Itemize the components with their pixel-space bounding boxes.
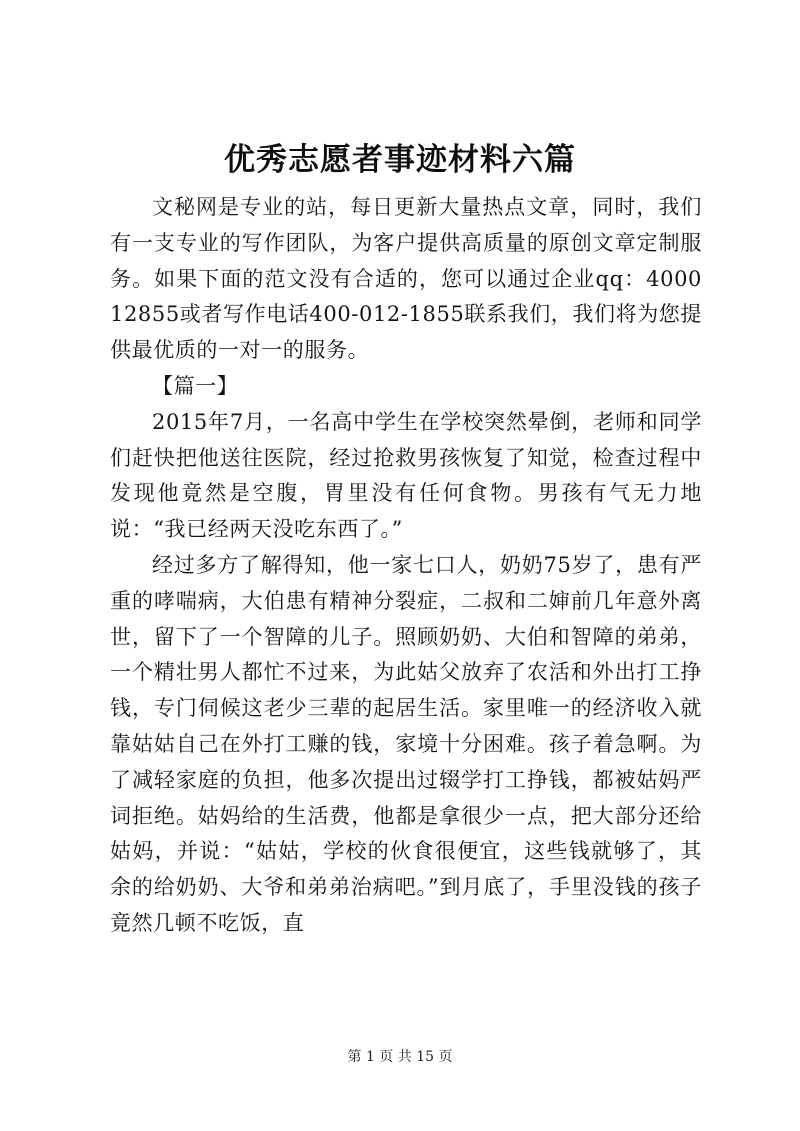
document-title: 优秀志愿者事迹材料六篇 (224, 142, 576, 178)
document-body (110, 190, 702, 942)
body-paragraph: 经过多方了解得知，他一家七口人，奶奶75岁了，患有严重的哮喘病，大伯患有精神分裂症，二叔和二婶前几年意外离世，留下了一个智障的儿子。照顾奶奶、大伯和智障的弟弟，一个精壮男人都忙不过来，为此姑父放弃了农活和外出打工挣钱，专门伺候这老少三辈的起居生活。家里唯一的经济收入就靠姑姑自己在外打工赚的钱，家境十分困难。孩子着急啊。为了减轻家庭的负担，他多次提出过辍学打工挣钱，都被姑妈严词拒绝。姑妈给的生活费，他都是拿很少一点，把大部分还给姑妈，并说：“姑姑，学校的伙食很便宜，这些钱就够了，其余的给奶奶、大爷和弟弟治病吧。”到月底了，手里没钱的孩子竟然几顿不吃饭，直 (110, 552, 702, 935)
page-number: 第 1 页 共 15 页 (347, 1049, 453, 1065)
section-heading: 【篇一】 (152, 373, 239, 398)
intro-paragraph: 文秘网是专业的站，每日更新大量热点文章，同时，我们有一支专业的写作团队，为客户提供高质量的原创文章定制服务。如果下面的范文没有合适的，您可以通过企业qq：400012855或者写作电话400-012-1855联系我们，我们将为您提供最优质的一对一的服务。 (110, 195, 703, 363)
body-paragraph: 2015年7月，一名高中学生在学校突然晕倒，老师和同学们赶快把他送往医院，经过抢救男孩恢复了知觉，检查过程中发现他竟然是空腹，胃里没有任何食物。男孩有气无力地说：“我已经两天没吃东西了。” (110, 409, 702, 542)
